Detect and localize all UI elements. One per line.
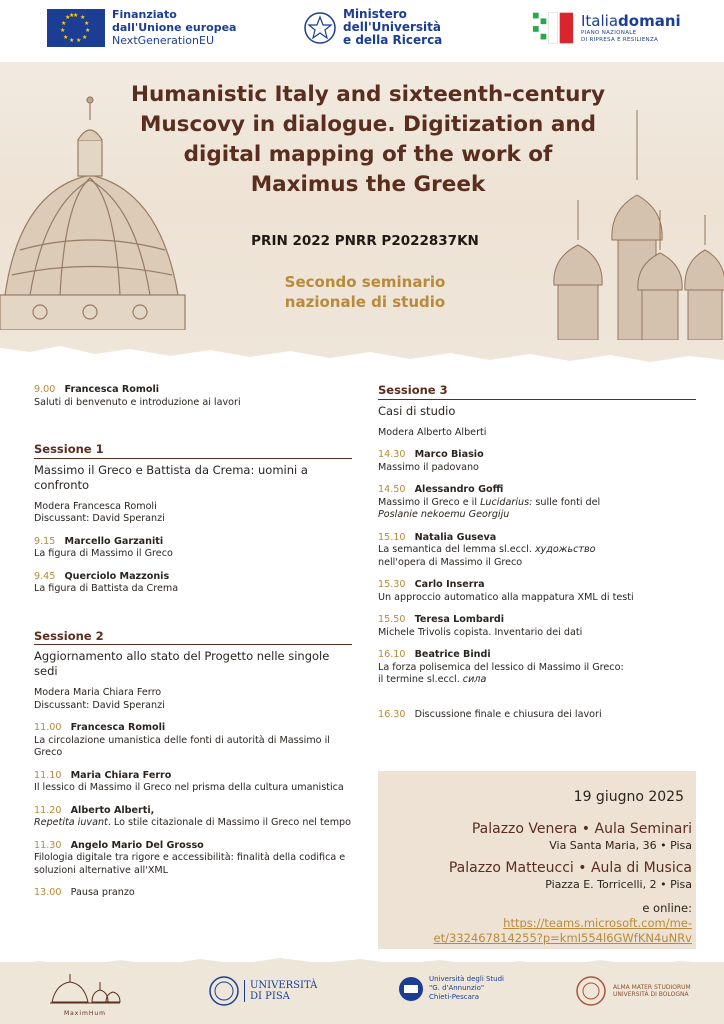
unibo-logo [575, 975, 691, 1007]
session2-discussant: Discussant: David Speranzi [34, 699, 165, 711]
session3-head: Sessione 3 [378, 384, 696, 400]
torn-paper-edge [0, 330, 724, 372]
italia-name-a: Italia [581, 12, 619, 30]
session2-item [34, 722, 352, 760]
item-desc-italic: художьство [534, 544, 596, 555]
unich-line3: Chieti-Pescara [429, 993, 480, 1001]
item-desc-italic: Lucidarius: [480, 496, 533, 508]
item-time: 15.50 [378, 614, 406, 625]
address-1: Via Santa Maria, 36 • Pisa [549, 839, 692, 852]
item-time: 16.10 [378, 649, 406, 660]
item-desc-italic: Poslanie nekoemu Georgiju [378, 509, 510, 520]
eu-line1: Finanziato [112, 8, 177, 21]
session3-item [378, 579, 696, 604]
session2-moderator: Modera Maria Chiara Ferro [34, 687, 162, 698]
unibo-line1: ALMA MATER STUDIORUM [613, 984, 691, 991]
item-speaker: Natalia Guseva [414, 531, 497, 543]
italia-sub1: PIANO NAZIONALE [581, 30, 637, 36]
header-banner [0, 0, 724, 372]
session2-item [34, 770, 352, 795]
session3-item [378, 484, 696, 522]
item-desc-italic: сила [462, 674, 487, 685]
session1-item [34, 536, 352, 561]
eu-line3: NextGenerationEU [112, 34, 214, 47]
item-speaker: Francesca Romoli [70, 722, 166, 733]
seminar-line1: Secondo seminario [284, 273, 446, 291]
session3-item [378, 449, 696, 474]
mur-line3: e della Ricerca [343, 33, 443, 47]
unipi-line2: DI PISA [250, 991, 290, 1002]
italia-flag-mark-icon [531, 8, 575, 48]
session2-item [34, 840, 352, 878]
unipi-line1: UNIVERSITÀ [250, 980, 318, 991]
session1-head: Sessione 1 [34, 443, 352, 459]
italian-emblem-icon [303, 9, 337, 47]
item-desc: La figura di Battista da Crema [34, 583, 179, 594]
mur-line2: dell'Università [343, 20, 441, 34]
event-date: 19 giugno 2025 [573, 789, 684, 805]
item-speaker: Maria Chiara Ferro [70, 769, 172, 781]
item-desc: Discussione finale e chiusura dei lavori [414, 708, 602, 720]
session3-title: Casi di studio [378, 403, 456, 418]
session3-item [378, 532, 696, 570]
session1-item [34, 571, 352, 596]
maximhum-label: MaximHum [63, 1010, 107, 1017]
item-desc: Michele Trivolis copista. Inventario dei dati [378, 626, 583, 638]
unibo-line2: UNIVERSITÀ DI BOLOGNA [613, 991, 689, 998]
item-speaker: Teresa Lombardi [414, 614, 505, 625]
item-speaker: Angelo Mario Del Grosso [70, 839, 204, 851]
session1-discussant: Discussant: David Speranzi [34, 513, 165, 524]
opening-item [34, 384, 352, 409]
item-time: 11.20 [34, 804, 62, 816]
item-desc: La figura di Massimo il Greco [34, 548, 173, 559]
teams-link-line2[interactable]: et/332467814255?p=kmI554l6GWfKN4uNRv [433, 931, 692, 945]
session3-item [378, 614, 696, 639]
item-desc: . Lo stile citazionale di Massimo il Greco nel tempo [107, 817, 351, 828]
unich-emblem-icon [398, 976, 424, 1002]
seminar-subtitle [215, 272, 515, 312]
seminar-line2: nazionale di studio [284, 293, 446, 311]
item-time: 11.10 [34, 769, 62, 781]
item-speaker: Beatrice Bindi [414, 649, 491, 660]
unich-logo [398, 975, 504, 1002]
teams-link-line1[interactable]: https://teams.microsoft.com/me- [503, 916, 692, 930]
item-desc: La forza polisemica del lessico di Massimo il Greco: [378, 661, 624, 673]
item-desc: nell'opera di Massimo il Greco [378, 556, 523, 568]
item-desc: Filologia digitale tra rigore e accessibilità: finalità della codifica e soluzioni alternative all'XML [34, 852, 346, 876]
item-time: 9.45 [34, 570, 56, 582]
venue-1: Palazzo Venera • Aula Seminari [471, 821, 692, 837]
item-desc: Il lessico di Massimo il Greco nel prisma della cultura umanistica [34, 782, 344, 793]
session2-item [34, 805, 352, 830]
item-time: 13.00 [34, 887, 62, 898]
item-speaker: Francesca Romoli [64, 384, 160, 395]
item-time: 9.00 [34, 384, 56, 395]
address-2: Piazza E. Torricelli, 2 • Pisa [545, 878, 692, 891]
item-desc: Massimo il Greco e il [378, 496, 481, 508]
item-time: 9.15 [34, 535, 56, 547]
item-time: 14.30 [378, 449, 406, 460]
item-time: 11.00 [34, 722, 62, 733]
maximhum-logo [48, 972, 122, 1017]
item-desc: Un approccio automatico alla mappatura XML di testi [378, 591, 634, 603]
item-time: 11.30 [34, 839, 62, 851]
item-desc: il termine sl.eccl. [378, 674, 463, 685]
italia-sub2: DI RIPRESA E RESILIENZA [581, 37, 659, 43]
lunch-item [34, 887, 352, 900]
venue-2: Palazzo Matteucci • Aula di Musica [448, 860, 692, 876]
eu-line2: dall'Unione europea [112, 21, 237, 34]
item-desc: La semantica del lemma sl.eccl. [378, 544, 535, 555]
item-speaker: Marcello Garzaniti [64, 535, 164, 547]
item-time: 16.30 [378, 708, 406, 720]
program-right-column [378, 384, 696, 731]
item-desc: Massimo il padovano [378, 461, 479, 473]
unipi-seal-icon [208, 975, 240, 1007]
maximhum-emblem-icon [48, 972, 122, 1010]
item-desc: sulle fonti del [532, 496, 601, 508]
mur-line1: Ministero [343, 7, 407, 21]
mur-logo [303, 8, 442, 47]
session2-head: Sessione 2 [34, 630, 352, 646]
closing-item [378, 709, 696, 722]
page-title [118, 80, 618, 200]
item-speaker: Carlo Inserra [414, 579, 485, 590]
event-info-box [378, 771, 696, 949]
item-speaker: Alberto Alberti, [70, 804, 155, 816]
session1-title: Massimo il Greco e Battista da Crema: uomini a confronto [34, 462, 308, 492]
unich-line1: Università degli Studi [429, 975, 505, 983]
title-line4: Maximus the Greek [250, 172, 486, 197]
item-speaker: Querciolo Mazzonis [64, 570, 170, 582]
item-desc-italic: Repetita iuvant [34, 817, 108, 828]
eu-logo [47, 8, 236, 47]
session3-chair: Modera Alberto Alberti [378, 426, 487, 438]
session2-chair [34, 687, 352, 712]
title-line3: digital mapping of the work of [183, 142, 553, 167]
item-speaker: Alessandro Goffi [414, 484, 504, 495]
item-desc: Pausa pranzo [70, 887, 135, 898]
item-desc: La circolazione umanistica delle fonti di autorità di Massimo il Greco [34, 734, 330, 758]
title-line2: Muscovy in dialogue. Digitization and [139, 112, 597, 137]
online-label: e online: [642, 901, 692, 915]
unipi-logo [208, 975, 317, 1007]
unich-line2: "G. d'Annunzio" [429, 984, 485, 992]
unibo-seal-icon [575, 975, 607, 1007]
eu-flag-icon: ★ ★ ★ ★ ★ ★ ★ ★ ★ ★ ★ ★ [47, 9, 105, 47]
session1-moderator: Modera Francesca Romoli [34, 500, 157, 512]
session2-title: Aggiornamento allo stato del Progetto nelle singole sedi [34, 649, 330, 678]
item-speaker: Marco Biasio [414, 449, 484, 460]
item-time: 15.10 [378, 531, 406, 543]
italiadomani-logo [531, 8, 681, 48]
italia-name-b: domani [618, 12, 681, 30]
program-left-column [34, 384, 352, 910]
session1-chair [34, 501, 352, 526]
title-line1: Humanistic Italy and sixteenth-century [130, 82, 606, 107]
session3-item [378, 649, 696, 687]
item-time: 14.50 [378, 484, 406, 495]
online-info [434, 901, 693, 946]
prin-code: PRIN 2022 PNRR P2022837KN [251, 233, 479, 249]
item-time: 15.30 [378, 579, 406, 590]
item-desc: Saluti di benvenuto e introduzione ai lavori [34, 396, 241, 408]
